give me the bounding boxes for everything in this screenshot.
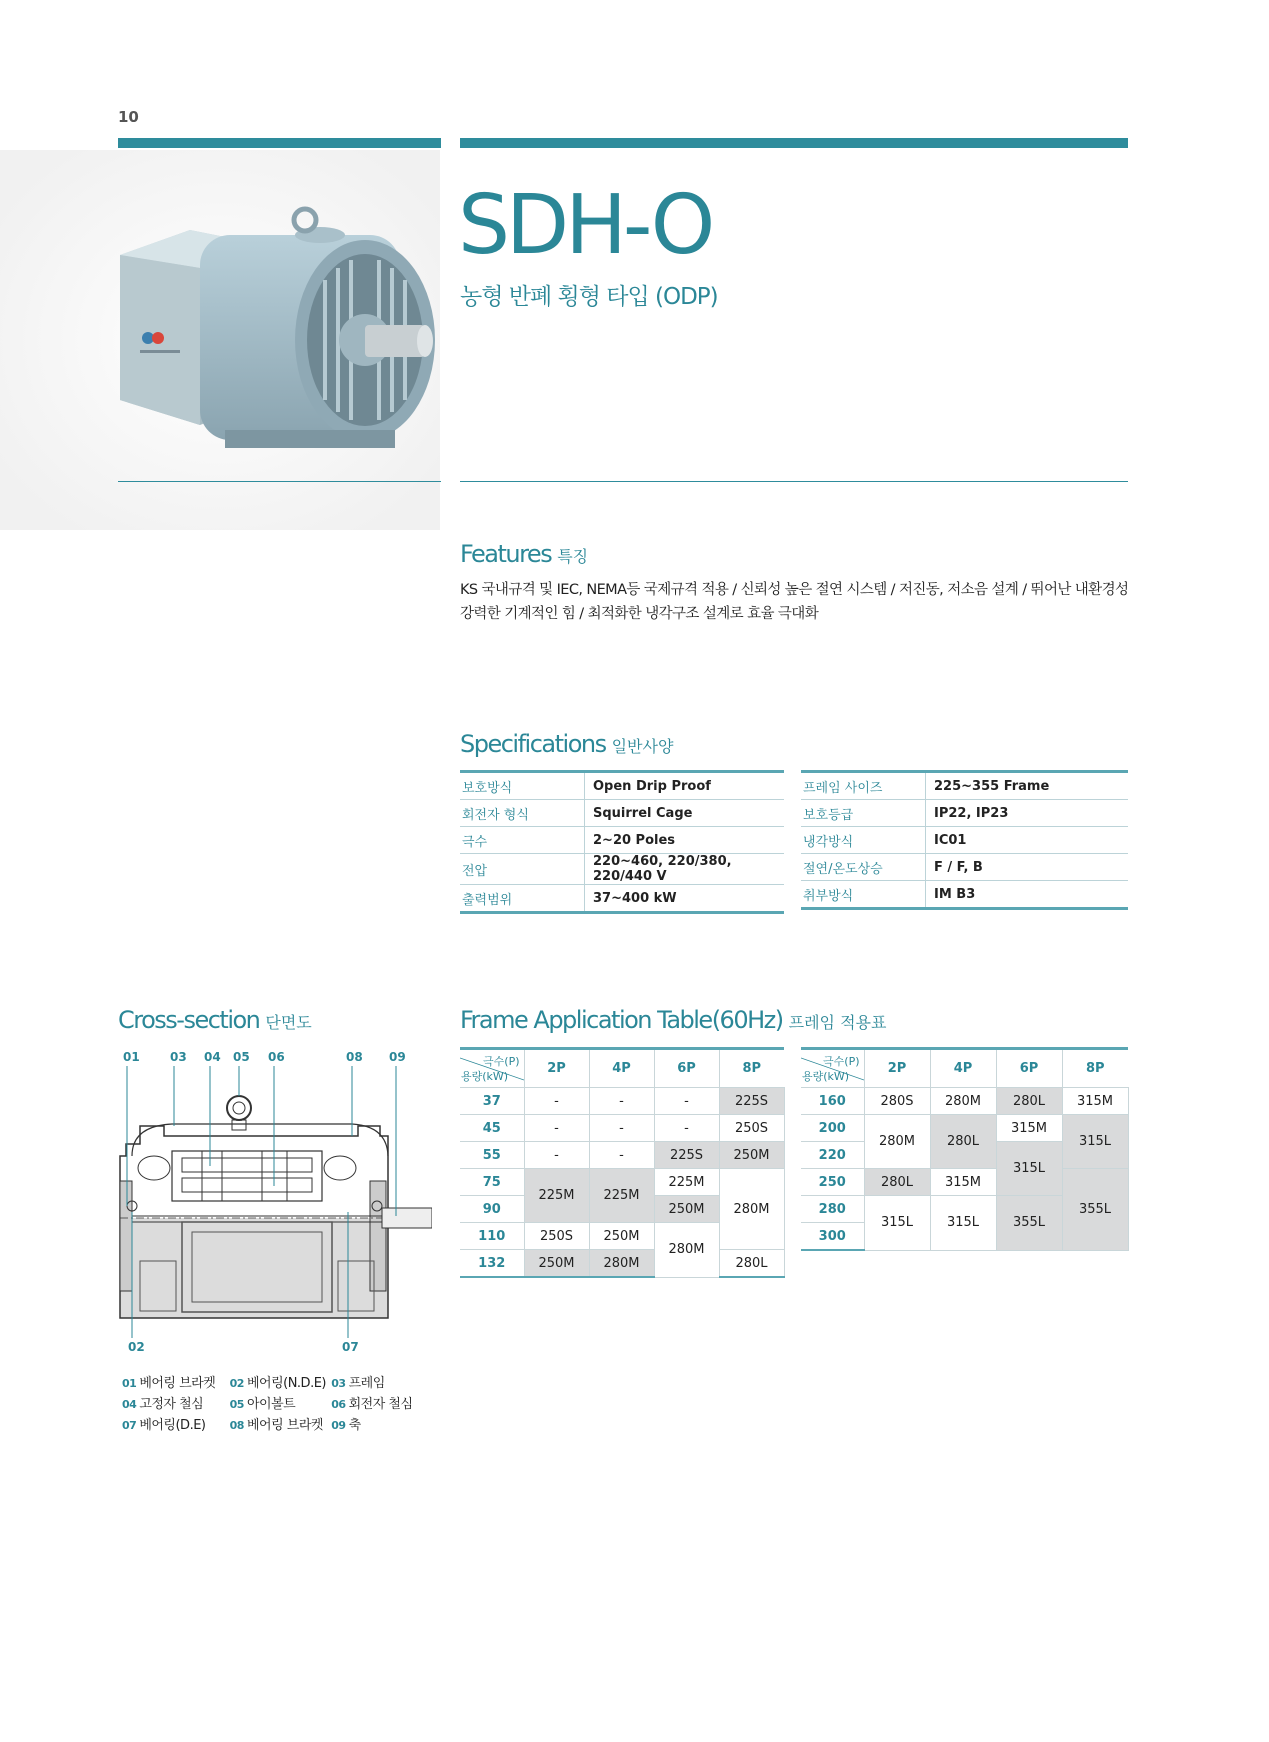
callout-08: 08 — [346, 1050, 363, 1064]
kw-cell: 220 — [801, 1142, 864, 1169]
frame-cell: 225S — [719, 1088, 784, 1115]
divider-right — [460, 481, 1128, 482]
table-row — [801, 1088, 1128, 1115]
frame-cell: 225M — [524, 1169, 589, 1223]
page-number: 10 — [118, 108, 139, 126]
legend-num: 07 — [122, 1419, 137, 1432]
legend-text: 베어링(N.D.E) — [246, 1376, 326, 1391]
corner-kw: 용량(kW) — [461, 1070, 509, 1083]
legend-item — [122, 1415, 226, 1436]
table-row — [801, 881, 1128, 909]
spec-value: IP22, IP23 — [926, 800, 1129, 827]
frame-cell: - — [524, 1142, 589, 1169]
table-row — [460, 827, 784, 854]
legend-item — [331, 1418, 360, 1433]
features-line-2: 강력한 기계적인 힘 / 최적화한 냉각구조 설계로 효율 극대화 — [460, 606, 819, 622]
frame-cell: 355L — [996, 1196, 1062, 1251]
legend-row — [122, 1415, 413, 1436]
frame-cell: 315L — [1062, 1115, 1128, 1169]
column-header: 2P — [524, 1049, 589, 1088]
kw-cell: 300 — [801, 1223, 864, 1251]
table-row — [460, 800, 784, 827]
features-title: Features — [460, 540, 552, 568]
frame-table-right — [801, 1047, 1129, 1251]
table-row — [801, 854, 1128, 881]
legend-text: 아이볼트 — [246, 1397, 296, 1412]
spec-label: 출력범위 — [460, 885, 585, 913]
legend-text: 회전자 철심 — [348, 1397, 413, 1412]
model-subtitle: 농형 반폐 횡형 타입 (ODP) — [460, 284, 718, 310]
legend-num: 05 — [229, 1398, 244, 1411]
column-header: 2P — [864, 1049, 930, 1088]
kw-cell: 110 — [460, 1223, 524, 1250]
table-row — [460, 1142, 784, 1169]
cross-section-legend — [122, 1373, 413, 1436]
frame-cell: 315M — [996, 1115, 1062, 1142]
spec-value: F / F, B — [926, 854, 1129, 881]
table-row — [460, 1169, 784, 1196]
features-line-1: KS 국내규격 및 IEC, NEMA등 국제규격 적용 / 신뢰성 높은 절연 시스템 / 저진동, 저소음 설계 / 뛰어난 내환경성 — [460, 582, 1129, 598]
frame-table-left — [460, 1047, 785, 1278]
spec-label: 보호등급 — [801, 800, 926, 827]
frame-cell: 280L — [864, 1169, 930, 1196]
frame-cell: 280M — [654, 1223, 719, 1278]
frame-cell: 225M — [589, 1169, 654, 1223]
legend-text: 축 — [348, 1418, 361, 1433]
frame-cell: 280M — [719, 1169, 784, 1250]
table-row — [801, 1169, 1128, 1196]
callout-04: 04 — [204, 1050, 221, 1064]
cross-section-heading — [118, 1006, 312, 1034]
table-row — [801, 827, 1128, 854]
frame-cell: 280M — [589, 1250, 654, 1278]
corner-poles: 극수(P) — [823, 1055, 860, 1068]
column-header: 4P — [589, 1049, 654, 1088]
frame-cell: 250M — [654, 1196, 719, 1223]
spec-label: 회전자 형식 — [460, 800, 585, 827]
frame-cell: - — [524, 1115, 589, 1142]
kw-cell: 280 — [801, 1196, 864, 1223]
spec-label: 보호방식 — [460, 772, 585, 800]
cross-section-title-ko: 단면도 — [265, 1013, 312, 1032]
legend-item — [122, 1373, 226, 1394]
table-row — [460, 772, 784, 800]
column-header: 6P — [996, 1049, 1062, 1088]
legend-row — [122, 1394, 413, 1415]
legend-text: 고정자 철심 — [139, 1397, 204, 1412]
frame-table-heading — [460, 1006, 886, 1034]
frame-cell: - — [589, 1088, 654, 1115]
frame-cell: 250M — [524, 1250, 589, 1278]
frame-cell: 250M — [719, 1142, 784, 1169]
spec-table-left — [460, 770, 784, 914]
frame-cell: 315M — [930, 1169, 996, 1196]
legend-num: 02 — [229, 1377, 244, 1390]
frame-cell: 250M — [589, 1223, 654, 1250]
kw-cell: 200 — [801, 1115, 864, 1142]
spec-value: Squirrel Cage — [585, 800, 785, 827]
cross-section-title: Cross-section — [118, 1006, 260, 1034]
frame-cell: 355L — [1062, 1169, 1128, 1251]
corner-poles: 극수(P) — [483, 1055, 520, 1068]
callout-02: 02 — [128, 1340, 145, 1354]
legend-num: 03 — [331, 1377, 346, 1390]
legend-item — [230, 1415, 328, 1436]
column-header: 8P — [719, 1049, 784, 1088]
table-header-row — [460, 1049, 784, 1088]
frame-cell: - — [524, 1088, 589, 1115]
frame-table-title-ko: 프레임 적용표 — [788, 1013, 887, 1032]
kw-cell: 90 — [460, 1196, 524, 1223]
frame-cell: 280M — [864, 1115, 930, 1169]
frame-cell: - — [589, 1142, 654, 1169]
legend-item — [122, 1394, 226, 1415]
frame-cell: 250S — [719, 1115, 784, 1142]
frame-cell: - — [589, 1115, 654, 1142]
features-heading — [460, 540, 588, 568]
frame-cell: 280M — [930, 1088, 996, 1115]
table-row — [801, 1115, 1128, 1142]
frame-cell: 315L — [930, 1196, 996, 1251]
specifications-title-ko: 일반사양 — [611, 737, 674, 756]
specifications-heading — [460, 730, 673, 758]
legend-text: 베어링(D.E) — [139, 1418, 206, 1433]
kw-cell: 250 — [801, 1169, 864, 1196]
kw-cell: 37 — [460, 1088, 524, 1115]
frame-table-title: Frame Application Table(60Hz) — [460, 1006, 783, 1034]
spec-label: 냉각방식 — [801, 827, 926, 854]
spec-value: 225~355 Frame — [926, 772, 1129, 800]
spec-table-right — [801, 770, 1128, 910]
frame-cell: - — [654, 1088, 719, 1115]
legend-num: 04 — [122, 1398, 137, 1411]
spec-label: 절연/온도상승 — [801, 854, 926, 881]
kw-cell: 55 — [460, 1142, 524, 1169]
frame-cell: - — [654, 1115, 719, 1142]
legend-num: 01 — [122, 1377, 137, 1390]
table-corner — [460, 1049, 524, 1088]
table-row — [801, 800, 1128, 827]
table-row — [460, 885, 784, 913]
spec-value: 37~400 kW — [585, 885, 785, 913]
spec-value: 2~20 Poles — [585, 827, 785, 854]
frame-cell: 280S — [864, 1088, 930, 1115]
kw-cell: 75 — [460, 1169, 524, 1196]
legend-item — [230, 1373, 328, 1394]
frame-cell: 315M — [1062, 1088, 1128, 1115]
motor-image — [0, 150, 440, 530]
callout-09: 09 — [389, 1050, 406, 1064]
column-header: 6P — [654, 1049, 719, 1088]
frame-cell: 280L — [930, 1115, 996, 1169]
spec-label: 전압 — [460, 854, 585, 885]
callout-06: 06 — [268, 1050, 285, 1064]
frame-cell: 225S — [654, 1142, 719, 1169]
frame-cell: 315L — [996, 1142, 1062, 1196]
frame-cell: 315L — [864, 1196, 930, 1251]
table-row — [801, 772, 1128, 800]
legend-num: 08 — [229, 1419, 244, 1432]
column-header: 8P — [1062, 1049, 1128, 1088]
callout-03: 03 — [170, 1050, 187, 1064]
legend-text: 프레임 — [348, 1376, 385, 1391]
callout-07: 07 — [342, 1340, 359, 1354]
column-header: 4P — [930, 1049, 996, 1088]
frame-cell: 280L — [719, 1250, 784, 1278]
spec-label: 프레임 사이즈 — [801, 772, 926, 800]
legend-row — [122, 1373, 413, 1394]
table-corner — [801, 1049, 864, 1088]
kw-cell: 132 — [460, 1250, 524, 1278]
callout-01: 01 — [123, 1050, 140, 1064]
spec-value: 220~460, 220/380, 220/440 V — [585, 854, 785, 885]
features-text — [460, 578, 1140, 626]
spec-label: 취부방식 — [801, 881, 926, 909]
legend-num: 09 — [331, 1419, 346, 1432]
cross-section-diagram — [112, 1066, 432, 1341]
legend-item — [230, 1394, 328, 1415]
legend-item — [331, 1397, 412, 1412]
spec-label: 극수 — [460, 827, 585, 854]
spec-value: IC01 — [926, 827, 1129, 854]
table-row — [460, 854, 784, 885]
table-row — [460, 1250, 784, 1278]
header-bar-right — [460, 138, 1128, 148]
legend-text: 베어링 브라켓 — [246, 1418, 323, 1433]
table-row — [460, 1115, 784, 1142]
callout-05: 05 — [233, 1050, 250, 1064]
legend-item — [331, 1376, 385, 1391]
frame-cell: 280L — [996, 1088, 1062, 1115]
specifications-title: Specifications — [460, 730, 606, 758]
spec-value: Open Drip Proof — [585, 772, 785, 800]
corner-kw: 용량(kW) — [802, 1070, 850, 1083]
kw-cell: 45 — [460, 1115, 524, 1142]
spec-value: IM B3 — [926, 881, 1129, 909]
model-title: SDH-O — [458, 178, 712, 273]
legend-num: 06 — [331, 1398, 346, 1411]
header-bar-left — [118, 138, 441, 148]
features-title-ko: 특징 — [557, 547, 589, 566]
table-header-row — [801, 1049, 1128, 1088]
legend-text: 베어링 브라켓 — [139, 1376, 216, 1391]
frame-cell: 250S — [524, 1223, 589, 1250]
table-row — [460, 1088, 784, 1115]
kw-cell: 160 — [801, 1088, 864, 1115]
frame-cell: 225M — [654, 1169, 719, 1196]
divider-left — [118, 481, 441, 482]
